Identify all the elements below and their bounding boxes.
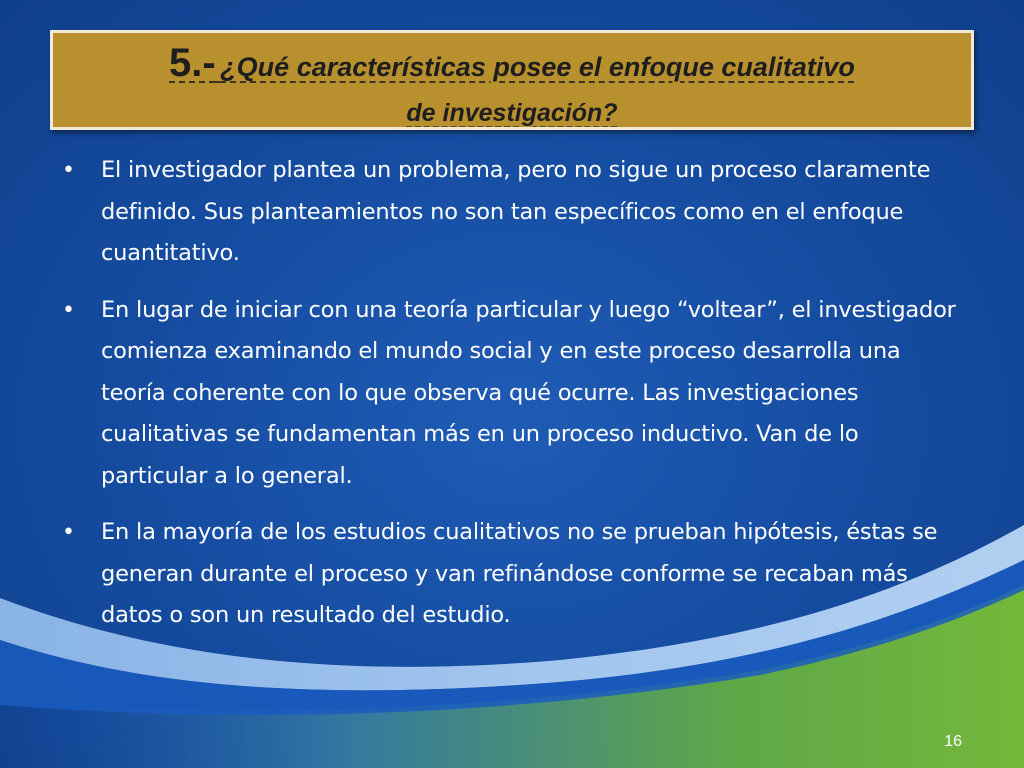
bullet-item-3 (56, 512, 966, 637)
title-question-part-1: ¿Qué características posee el enfoque cualitativo (220, 52, 855, 82)
page-number: 16 (944, 733, 962, 750)
bullet-item-1 (56, 150, 966, 275)
bullet-item-2 (56, 290, 966, 498)
bullet-list (56, 150, 966, 652)
bullet-text-3: En la mayoría de los estudios cualitativos no se prueban hipótesis, éstas se generan durante el proceso y van refinándose conforme se recaban más datos o son un resultado del estudio. (101, 519, 938, 628)
bullet-symbol: • (62, 158, 75, 183)
title-number: 5.- (169, 41, 216, 85)
bullet-text-1: El investigador plantea un problema, pero no sigue un proceso claramente definido. Sus planteamientos no son tan específicos como en el enfoque cuantitativo. (101, 157, 931, 266)
bullet-symbol: • (62, 297, 75, 323)
title-question-part-2: de investigación? (406, 99, 618, 127)
bullet-symbol: • (62, 520, 75, 545)
title-line-1 (53, 39, 971, 96)
bullet-text-2: En lugar de iniciar con una teoría particular y luego “voltear”, el investigador comienza examinando el mundo social y en este proceso desarrolla una teoría coherente con lo que observa qué ocurre. Las investigaciones cualitativas se fundamentan más en un proceso inductivo. Van de lo particular a lo general. (101, 296, 956, 489)
title-box (50, 30, 974, 130)
